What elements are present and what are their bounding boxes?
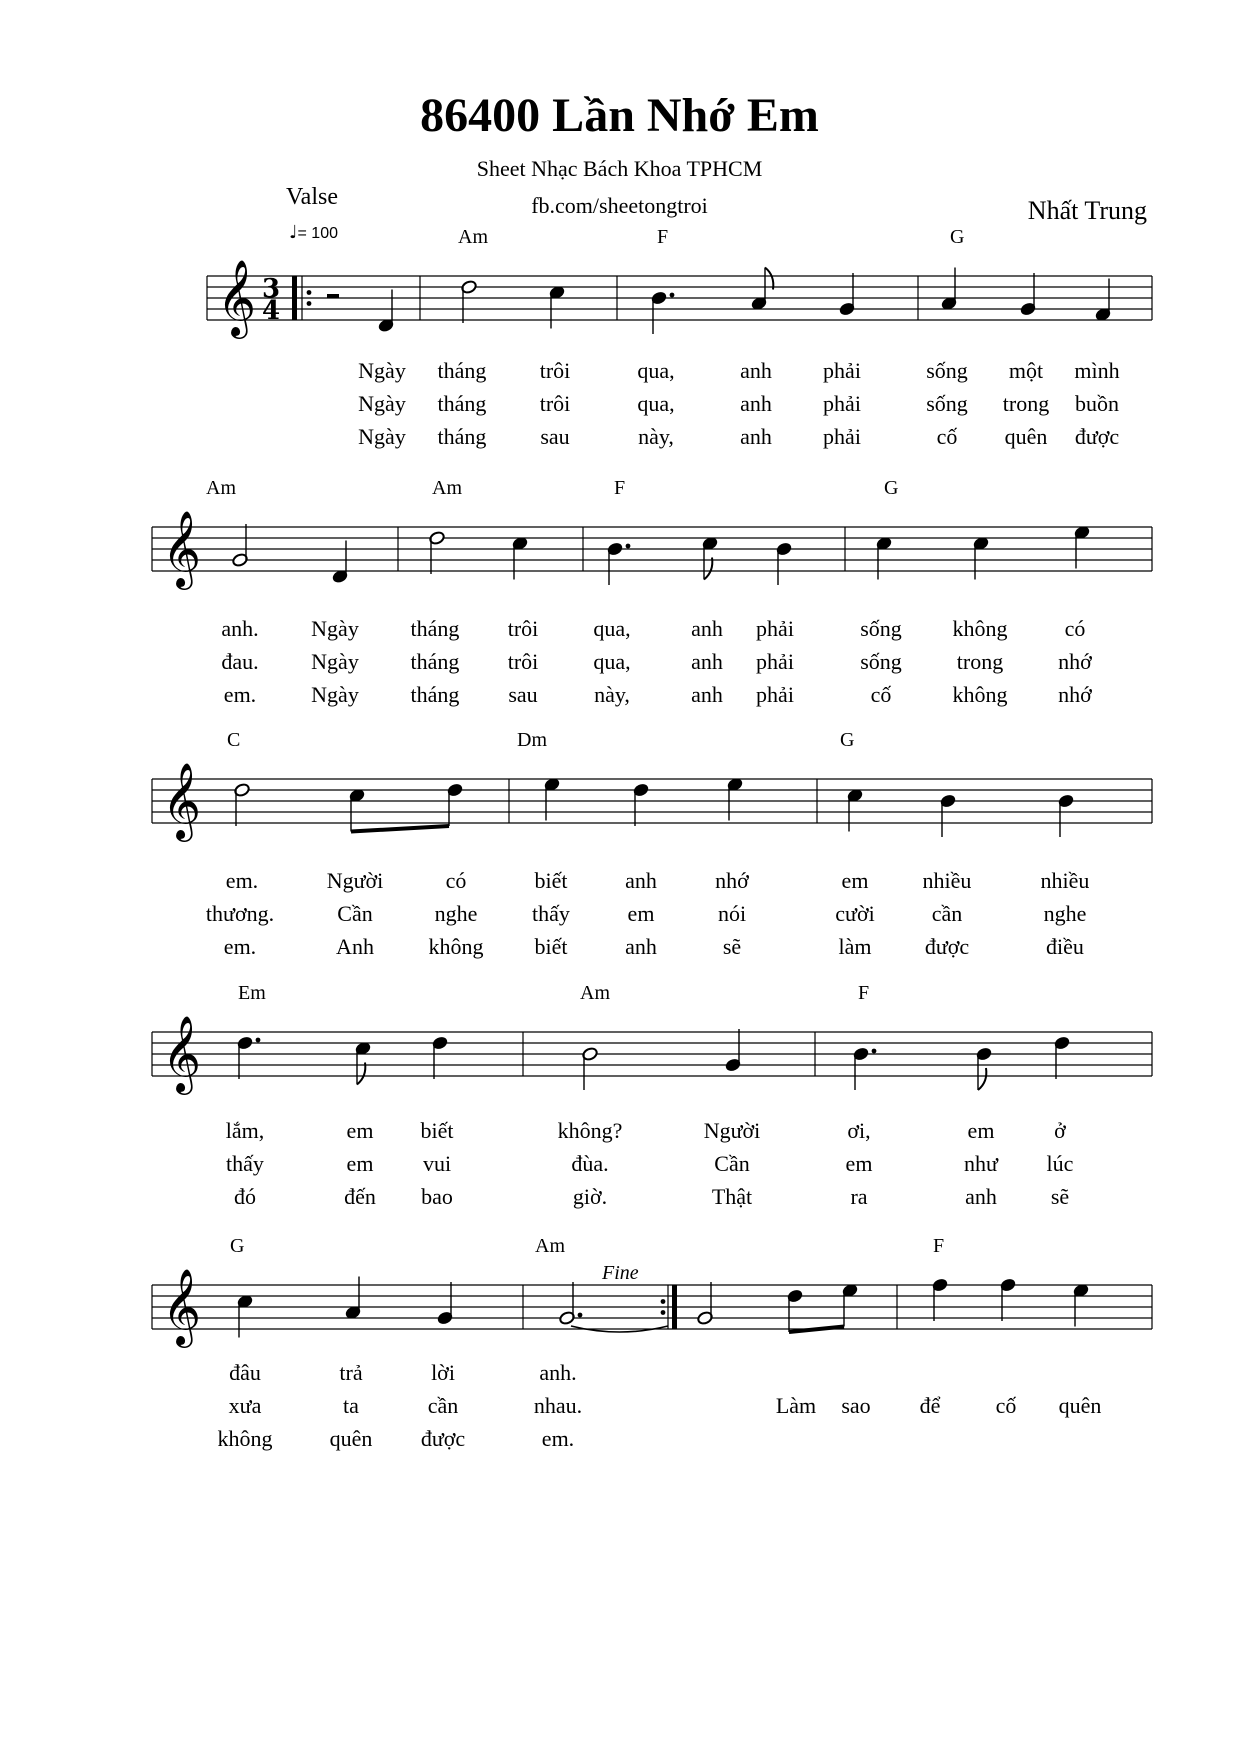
lyric-verse-2: cố xyxy=(995,1393,1017,1418)
lyric-verse-2: trôi xyxy=(507,649,539,674)
note-3 xyxy=(512,536,529,579)
lyric-verse-1: trả xyxy=(339,1360,363,1385)
lyric-verse-2: Ngày xyxy=(358,391,406,416)
lyric-verse-1: một xyxy=(1008,358,1044,383)
note-5 xyxy=(702,536,719,579)
chord-symbol: F xyxy=(933,1235,945,1257)
publisher-subtitle: Sheet Nhạc Bách Khoa TPHCM xyxy=(476,156,763,181)
lyric-verse-2: thấy xyxy=(532,901,570,926)
lyric-verse-2: quên xyxy=(1058,1393,1102,1418)
lyric-verse-2: cười xyxy=(835,901,875,926)
lyric-verse-3: được xyxy=(1074,424,1120,449)
lyric-verse-1: đâu xyxy=(229,1360,261,1385)
note-6 xyxy=(976,1047,993,1090)
lyric-verse-3: điều xyxy=(1046,934,1084,959)
lyric-verse-3: cố xyxy=(870,682,892,707)
note-1 xyxy=(349,788,366,831)
lyric-verse-1: tháng xyxy=(437,358,487,383)
lyric-verse-2: sống xyxy=(926,391,968,416)
lyric-verse-3: đến xyxy=(344,1184,376,1209)
note-6 xyxy=(842,1283,859,1326)
lyric-verse-3: anh xyxy=(740,424,772,449)
note-3 xyxy=(582,1047,599,1090)
note-1 xyxy=(345,1277,362,1320)
lyric-verse-1: có xyxy=(445,868,467,893)
note-0 xyxy=(234,783,251,826)
style-marking: Valse xyxy=(286,184,338,210)
lyric-verse-1: anh. xyxy=(221,616,259,641)
lyric-verse-3: biết xyxy=(534,934,568,959)
lyric-verse-3: không xyxy=(217,1426,273,1451)
lyric-verse-3: quên xyxy=(329,1426,373,1451)
lyric-verse-1: Người xyxy=(326,868,384,893)
note-0 xyxy=(378,290,395,333)
chord-symbol: G xyxy=(950,226,965,248)
lyric-verse-1: em. xyxy=(225,868,259,893)
note-7 xyxy=(1020,273,1037,316)
lyric-verse-1: trôi xyxy=(507,616,539,641)
lyric-verse-3: đó xyxy=(234,1184,256,1209)
lyric-verse-2: trong xyxy=(1002,391,1050,416)
lyric-verse-2: nhau. xyxy=(533,1393,583,1418)
lyric-verse-2: nghe xyxy=(434,901,478,926)
lyric-verse-3: Ngày xyxy=(358,424,406,449)
note-8 xyxy=(1058,794,1075,837)
lyric-verse-3: làm xyxy=(838,934,872,959)
composer-name: Nhất Trung xyxy=(1027,196,1147,225)
lyric-verse-1: mình xyxy=(1074,358,1120,383)
treble-clef-icon: 𝄞 xyxy=(162,1015,202,1092)
lyric-verse-1: em xyxy=(346,1118,374,1143)
note-0 xyxy=(237,1036,261,1079)
note-5 xyxy=(853,1047,877,1090)
lyric-verse-1: anh xyxy=(740,358,772,383)
repeat-dot xyxy=(307,301,312,306)
note-4 xyxy=(633,783,650,826)
note-5 xyxy=(727,777,744,820)
lyric-verse-3: tháng xyxy=(437,424,487,449)
time-signature-bottom: 4 xyxy=(262,296,281,326)
eighth-beam xyxy=(789,1327,844,1333)
lyric-verse-1: không? xyxy=(557,1118,623,1143)
lyric-verse-2: anh xyxy=(740,391,772,416)
treble-clef-icon: 𝄞 xyxy=(162,510,202,587)
repeat-dot xyxy=(661,1310,666,1315)
website-link: fb.com/sheetongtroi xyxy=(531,193,708,218)
note-2 xyxy=(437,1282,454,1325)
treble-clef-icon: 𝄞 xyxy=(217,259,257,336)
lyric-verse-1: phải xyxy=(756,616,794,641)
note-3 xyxy=(559,1282,583,1325)
lyric-verse-1: qua, xyxy=(637,358,675,383)
lyric-verse-3: không xyxy=(428,934,484,959)
lyric-verse-2: sao xyxy=(841,1393,871,1418)
lyric-verse-3: ra xyxy=(850,1184,868,1209)
lyric-verse-2: sống xyxy=(860,649,902,674)
chord-symbol: G xyxy=(840,729,855,751)
lyric-verse-2: thương. xyxy=(205,901,275,926)
fine-marking: Fine xyxy=(602,1262,639,1284)
chord-symbol: G xyxy=(884,477,899,499)
lyric-verse-2: em xyxy=(346,1151,374,1176)
repeat-start-thick-bar xyxy=(292,276,297,320)
note-2 xyxy=(447,783,464,826)
lyric-verse-1: Ngày xyxy=(358,358,406,383)
chord-symbol: Am xyxy=(580,982,610,1004)
note-8 xyxy=(1095,279,1112,322)
lyric-verse-3: sẽ xyxy=(1050,1184,1070,1209)
lyric-verse-2: đùa. xyxy=(571,1151,609,1176)
lyric-verse-1: nhớ xyxy=(715,868,749,893)
note-2 xyxy=(429,531,446,574)
repeat-dot xyxy=(661,1299,666,1304)
lyric-verse-2: ta xyxy=(343,1393,359,1418)
lyric-verse-2: anh xyxy=(691,649,723,674)
chord-symbol: Am xyxy=(535,1235,565,1257)
note-1 xyxy=(461,280,478,323)
lyric-verse-3: cố xyxy=(936,424,958,449)
lyric-verse-2: phải xyxy=(756,649,794,674)
augmentation-dot xyxy=(578,1313,583,1318)
staff-system-4 xyxy=(152,1032,1152,1076)
lyric-verse-3: được xyxy=(924,934,970,959)
lyric-verse-3: này, xyxy=(638,424,674,449)
note-4 xyxy=(751,268,774,311)
staff-system-1 xyxy=(207,276,1152,320)
lyric-verse-2: nhớ xyxy=(1058,649,1092,674)
note-4 xyxy=(607,542,631,585)
lyric-verse-1: không xyxy=(952,616,1008,641)
chord-symbol: Am xyxy=(206,477,236,499)
chord-symbol: F xyxy=(657,226,669,248)
lyric-verse-3: phải xyxy=(756,682,794,707)
lyric-verse-3: anh xyxy=(965,1184,997,1209)
lyric-verse-1: nhiều xyxy=(922,868,972,893)
note-3 xyxy=(544,777,561,820)
lyric-verse-3: Thật xyxy=(711,1184,753,1209)
note-0 xyxy=(232,524,249,567)
note-9 xyxy=(1073,1283,1090,1326)
note-2 xyxy=(549,285,566,328)
lyric-verse-1: sống xyxy=(860,616,902,641)
chord-symbol: Dm xyxy=(517,729,547,751)
lyric-verse-3: sau xyxy=(508,682,538,707)
lyric-verse-2: trôi xyxy=(539,391,571,416)
lyric-verse-3: sẽ xyxy=(722,934,742,959)
lyric-verse-1: anh xyxy=(625,868,657,893)
lyric-verse-3: em. xyxy=(541,1426,575,1451)
lyric-verse-3: nhớ xyxy=(1058,682,1092,707)
note-4 xyxy=(725,1029,742,1072)
lyric-verse-2: Cần xyxy=(337,901,373,926)
lyric-verse-3: phải xyxy=(823,424,861,449)
chord-symbol: Em xyxy=(238,982,266,1004)
lyric-verse-3: em. xyxy=(223,934,257,959)
lyric-verse-1: biết xyxy=(534,868,568,893)
note-8 xyxy=(973,536,990,579)
note-2 xyxy=(432,1036,449,1079)
lyric-verse-2: buồn xyxy=(1075,391,1119,416)
lyric-verse-3: được xyxy=(420,1426,466,1451)
lyric-verse-2: cần xyxy=(427,1393,459,1418)
note-8 xyxy=(1000,1278,1017,1321)
note-9 xyxy=(1074,525,1091,568)
repeat-end-thick-bar xyxy=(672,1285,677,1329)
lyric-verse-3: giờ. xyxy=(572,1184,608,1209)
eighth-flag xyxy=(704,558,712,580)
lyric-verse-1: lắm, xyxy=(225,1118,265,1143)
lyric-verse-2: đau. xyxy=(221,649,259,674)
lyric-verse-2: nói xyxy=(717,901,747,926)
treble-clef-icon: 𝄞 xyxy=(162,762,202,839)
repeat-dot xyxy=(307,290,312,295)
lyric-verse-1: có xyxy=(1064,616,1086,641)
lyric-verse-2: như xyxy=(964,1151,998,1176)
lyric-verse-1: anh xyxy=(691,616,723,641)
lyric-verse-3: quên xyxy=(1004,424,1048,449)
lyric-verse-1: ở xyxy=(1054,1118,1066,1143)
staff-system-3 xyxy=(152,779,1152,823)
treble-clef-icon: 𝄞 xyxy=(162,1268,202,1345)
lyric-verse-1: lời xyxy=(431,1360,455,1385)
lyric-verse-1: em xyxy=(841,868,869,893)
note-5 xyxy=(839,273,856,316)
lyric-verse-2: Ngày xyxy=(311,649,359,674)
augmentation-dot xyxy=(256,1038,261,1043)
lyric-verse-1: phải xyxy=(823,358,861,383)
lyric-verse-3: sau xyxy=(540,424,570,449)
lyric-verse-1: sống xyxy=(926,358,968,383)
note-1 xyxy=(355,1041,372,1084)
lyric-verse-2: qua, xyxy=(593,649,631,674)
time-signature-top: 3 xyxy=(262,274,281,304)
lyric-verse-1: trôi xyxy=(539,358,571,383)
note-7 xyxy=(1054,1036,1071,1079)
quarter-note-icon: ♩ xyxy=(289,222,298,243)
staff-system-2 xyxy=(152,527,1152,571)
chord-symbol: F xyxy=(858,982,870,1004)
lyric-verse-2: để xyxy=(919,1393,941,1418)
lyric-verse-2: tháng xyxy=(437,391,487,416)
lyric-verse-3: Ngày xyxy=(311,682,359,707)
lyric-verse-1: anh. xyxy=(539,1360,577,1385)
lyric-verse-2: phải xyxy=(823,391,861,416)
chord-symbol: Am xyxy=(458,226,488,248)
lyric-verse-1: Ngày xyxy=(311,616,359,641)
note-6 xyxy=(776,542,793,585)
lyric-verse-2: Cần xyxy=(714,1151,750,1176)
note-5 xyxy=(787,1289,804,1332)
lyric-verse-2: Làm xyxy=(775,1393,817,1418)
note-1 xyxy=(332,541,349,584)
note-7 xyxy=(940,794,957,837)
lyric-verse-3: anh xyxy=(625,934,657,959)
note-6 xyxy=(941,268,958,311)
chord-symbol: F xyxy=(614,477,626,499)
lyric-verse-2: thấy xyxy=(226,1151,264,1176)
augmentation-dot xyxy=(626,544,631,549)
lyric-verse-1: ơi, xyxy=(847,1118,871,1143)
augmentation-dot xyxy=(872,1049,877,1054)
lyric-verse-3: Anh xyxy=(336,934,374,959)
note-7 xyxy=(932,1278,949,1321)
lyric-verse-1: biết xyxy=(420,1118,454,1143)
lyric-verse-2: qua, xyxy=(637,391,675,416)
lyric-verse-2: cần xyxy=(931,901,963,926)
eighth-beam xyxy=(351,826,449,832)
lyric-verse-3: tháng xyxy=(410,682,460,707)
eighth-flag xyxy=(978,1068,986,1090)
lyric-verse-1: em xyxy=(967,1118,995,1143)
lyric-verse-2: vui xyxy=(422,1151,452,1176)
eighth-flag xyxy=(765,268,773,290)
lyric-verse-1: qua, xyxy=(593,616,631,641)
chord-symbol: Am xyxy=(432,477,462,499)
lyric-verse-3: bao xyxy=(421,1184,453,1209)
note-3 xyxy=(651,291,675,334)
lyric-verse-2: xưa xyxy=(228,1393,262,1418)
lyric-verse-3: không xyxy=(952,682,1008,707)
eighth-flag xyxy=(357,1063,365,1085)
lyric-verse-3: này, xyxy=(594,682,630,707)
lyric-verse-2: lúc xyxy=(1046,1151,1074,1176)
note-7 xyxy=(876,536,893,579)
augmentation-dot xyxy=(670,293,675,298)
lyric-verse-2: em xyxy=(627,901,655,926)
note-0 xyxy=(237,1294,254,1337)
note-6 xyxy=(847,788,864,831)
chord-symbol: G xyxy=(230,1235,245,1257)
note-4 xyxy=(697,1282,714,1325)
lyric-verse-1: Người xyxy=(703,1118,761,1143)
lyric-verse-2: tháng xyxy=(410,649,460,674)
song-title: 86400 Lần Nhớ Em xyxy=(420,89,819,142)
lyric-verse-1: tháng xyxy=(410,616,460,641)
lyric-verse-3: anh xyxy=(691,682,723,707)
lyric-verse-2: em xyxy=(845,1151,873,1176)
chord-symbol: C xyxy=(227,729,241,751)
lyric-verse-2: trong xyxy=(956,649,1004,674)
lyric-verse-3: em. xyxy=(223,682,257,707)
half-rest-icon xyxy=(327,294,339,298)
tempo-value: = 100 xyxy=(297,225,338,242)
lyric-verse-1: nhiều xyxy=(1040,868,1090,893)
lyric-verse-2: nghe xyxy=(1043,901,1087,926)
